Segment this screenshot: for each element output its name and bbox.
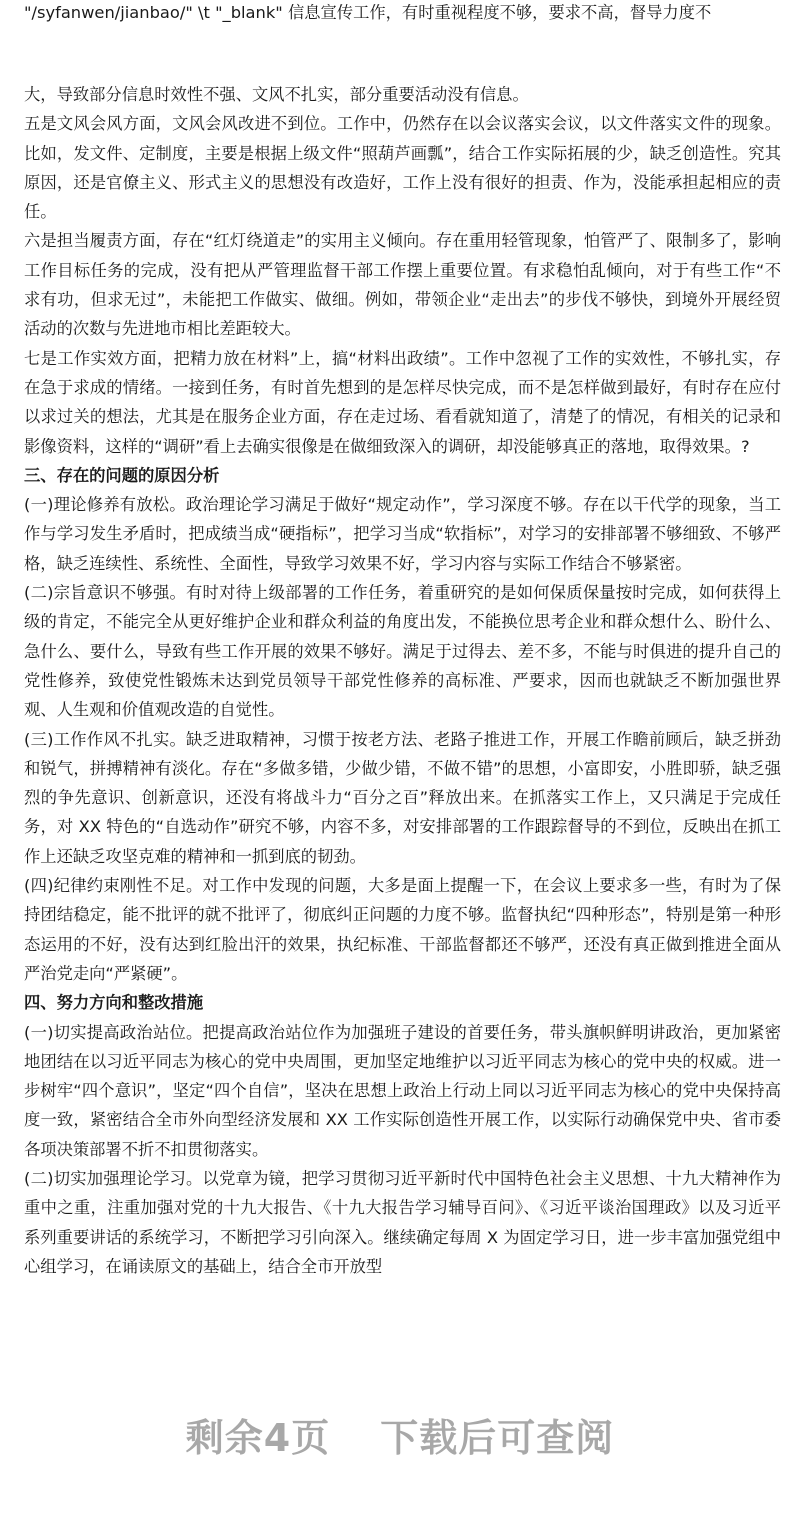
document-body: [24, 80, 781, 1281]
paragraph-10: (一)切实提高政治站位。把提高政治站位作为加强班子建设的首要任务，带头旗帜鲜明讲政治，更加紧密地团结在以习近平同志为核心的党中央周围，更加坚定地维护以习近平同志为核心的党中央的权威。进一步树牢“四个意识”，坚定“四个自信”，坚决在思想上政治上行动上同以习近平同志为核心的党中央保持高度一致，紧密结合全市外向型经济发展和 XX 工作实际创造性开展工作，以实际行动确保党中央、省市委各项决策部署不折不扣贯彻落实。: [24, 1022, 781, 1159]
paragraph-11: (二)切实加强理论学习。以党章为镜，把学习贯彻习近平新时代中国特色社会主义思想、十九大精神作为重中之重，注重加强对党的十九大报告、《十九大报告学习辅导百问》、《习近平谈治国理政》以及习近平系列重要讲话的系统学习，不断把学习引向深入。继续确定每周 X 为固定学习日，进一步丰富加强党组中心组学习，在诵读原文的基础上，结合全市开放型: [24, 1168, 781, 1276]
paragraph-2: 六是担当履责方面，存在“红灯绕道走”的实用主义倾向。存在重用轻管现象，怕管严了、限制多了，影响工作目标任务的完成，没有把从严管理监督干部工作摆上重要位置。有求稳怕乱倾向，对于有些工作“不求有功，但求无过”，未能把工作做实、做细。例如，带领企业“走出去”的步伐不够快，到境外开展经贸活动的次数与先进地市相比差距较大。: [24, 231, 781, 339]
paragraph-0: 大，导致部分信息时效性不强、文风不扎实，部分重要活动没有信息。: [24, 85, 529, 104]
paragraph-1: 五是文风会风方面，文风会风改进不到位。工作中，仍然存在以会议落实会议，以文件落实文件的现象。比如，发文件、定制度，主要是根据上级文件“照葫芦画瓢”，结合工作实际拓展的少，缺乏创造性。究其原因，还是官僚主义、形式主义的思想没有改造好，工作上没有很好的担责、作为，没能承担起相应的责任。: [24, 114, 781, 222]
download-banner[interactable]: [0, 1408, 800, 1468]
paragraph-3: 七是工作实效方面，把精力放在材料”上，搞“材料出政绩”。工作中忽视了工作的实效性，不够扎实，存在急于求成的情绪。一接到任务，有时首先想到的是怎样尽快完成，而不是怎样做到最好，有时存在应付以求过关的想法，尤其是在服务企业方面，存在走过场、看看就知道了，清楚了的情况，有相关的记录和影像资料，这样的“调研”看上去确实很像是在做细致深入的调研，却没能够真正的落地，取得效果。?: [24, 348, 781, 456]
top-text-fragment: "/syfanwen/jianbao/" \t "_blank" 信息宣传工作，有时重视程度不够，要求不高，督导力度不: [24, 3, 712, 22]
paragraph-5: (一)理论修养有放松。政治理论学习满足于做好“规定动作”，学习深度不够。存在以干代学的现象，当工作与学习发生矛盾时，把成绩当成“硬指标”，把学习当成“软指标”，对学习的安排部署不够细致、不够严格，缺乏连续性、系统性、全面性，导致学习效果不好，学习内容与实际工作结合不够紧密。: [24, 495, 781, 573]
remaining-pages-label: 剩余4页: [185, 1416, 331, 1460]
section-heading-4: 四、努力方向和整改措施: [24, 993, 204, 1013]
section-heading-3: 三、存在的问题的原因分析: [24, 465, 220, 485]
paragraph-7: (三)工作作风不扎实。缺乏进取精神，习惯于按老方法、老路子推进工作，开展工作瞻前顾后，缺乏拼劲和锐气，拼搏精神有淡化。存在“多做多错，少做少错，不做不错”的思想，小富即安，小胜即骄，缺乏强烈的争先意识、创新意识，还没有将战斗力“百分之百”释放出来。在抓落实工作上，又只满足于完成任务，对 XX 特色的“自选动作”研究不够，内容不多，对安排部署的工作跟踪督导的不到位，反映出在抓工作上还缺乏攻坚克难的精神和一抓到底的韧劲。: [24, 729, 781, 866]
download-to-view-label: 下载后可查阅: [380, 1416, 615, 1460]
paragraph-6: (二)宗旨意识不够强。有时对待上级部署的工作任务，着重研究的是如何保质保量按时完成，如何获得上级的肯定，不能完全从更好维护企业和群众利益的角度出发，不能换位思考企业和群众想什么、盼什么、急什么、要什么，导致有些工作开展的效果不够好。满足于过得去、差不多，不能与时俱进的提升自己的党性修养，致使党性锻炼未达到党员领导干部党性修养的高标准、严要求，因而也就缺乏不断加强世界观、人生观和价值观改造的自觉性。: [24, 583, 781, 720]
paragraph-8: (四)纪律约束刚性不足。对工作中发现的问题，大多是面上提醒一下，在会议上要求多一些，有时为了保持团结稳定，能不批评的就不批评了，彻底纠正问题的力度不够。监督执纪“四种形态”，特别是第一种形态运用的不好，没有达到红脸出汗的效果，执纪标准、干部监督都还不够严，还没有真正做到推进全面从严治党走向“严紧硬”。: [24, 876, 781, 983]
